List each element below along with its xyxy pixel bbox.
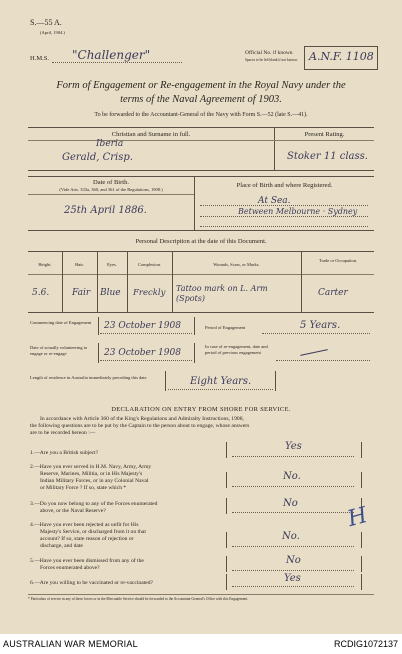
personal-title: Personal Description at the date of this Document. xyxy=(135,238,267,245)
question-1: 1.—Are you a British subject? xyxy=(30,450,99,456)
form-code: S.—55 A. xyxy=(30,18,62,27)
question-4-line-3: account? If so, state reason of rejection or xyxy=(40,536,134,542)
commencing-label: Commencing date of Engagement xyxy=(30,320,92,325)
complexion-header: Complexion. xyxy=(137,262,162,267)
question-5-line-1: 5.—Have you ever been dismissed from any of the xyxy=(30,558,144,564)
previous-engagement-label: In case of re-engagement, date and period of previous engagement xyxy=(205,344,268,355)
question-4-line-1: 4.—Have you ever been rejected as unfit for His xyxy=(30,522,139,528)
eyes-header: Eyes. xyxy=(107,262,117,267)
residence-value: Eight Years. xyxy=(190,376,252,387)
captain-initials: H xyxy=(345,502,371,533)
volunteering-value: 23 October 1908 xyxy=(104,348,181,358)
volunteering-label: Date of actually volunteering to engage or re-engage xyxy=(30,345,88,356)
name-label: Christian and Surname in full. xyxy=(111,131,191,138)
question-5-line-2: Forces enumerated above? xyxy=(40,565,100,571)
question-2-line-3: Indian Military Forces, or in any Colonial Naval xyxy=(40,478,149,484)
name-value: Gerald, Crisp. xyxy=(62,152,133,163)
complexion-value: Freckly xyxy=(133,288,166,298)
ship-name: "Challenger" xyxy=(72,48,151,62)
place-value-1: At Sea. xyxy=(258,196,291,206)
name-correction: Iberia xyxy=(96,139,124,149)
marks-header: Wounds, Scars, or Marks. xyxy=(213,262,260,267)
trade-value: Carter xyxy=(318,288,348,298)
question-6: 6.—Are you willing to be vaccinated or re-vaccinated? xyxy=(30,580,154,586)
question-3-line-2: above, or the Naval Reserve? xyxy=(40,508,106,514)
declaration-title: DECLARATION ON ENTRY FROM SHORE FOR SERVICE. xyxy=(111,406,291,413)
archive-name: AUSTRALIAN WAR MEMORIAL xyxy=(3,639,138,649)
trade-header: Trade or Occupation. xyxy=(318,258,358,263)
declaration-intro-3: are to be recorded hereon :— xyxy=(30,430,96,436)
declaration-intro-1: In accordance with Article 360 of the King's Regulations and Admiralty Instructions, 1908, xyxy=(40,416,244,422)
official-no-label: Official No. if known xyxy=(245,50,293,56)
forward-note: To be forwarded to the Accountant-General of the Navy with Form S.—52 (late S.—41). xyxy=(94,112,308,118)
answer-5: No xyxy=(286,555,301,566)
official-no-note: Spaces to be left blank if not known. xyxy=(245,58,298,62)
hair-value: Fair xyxy=(72,288,91,298)
archive-record-id: RCDIG1072137 xyxy=(333,639,398,649)
question-3-line-1: 3.—Do you now belong to any of the Forces enumerated xyxy=(30,501,158,507)
hair-header: Hair. xyxy=(75,262,84,267)
official-no-value: A.N.F. 1108 xyxy=(309,50,374,63)
question-2-line-4: or Military Force ? If so, state which * xyxy=(40,485,127,491)
height-value: 5.6. xyxy=(32,288,50,298)
declaration-intro-2: the following questions are to be put by the Captain to the person about to engage, whose answers xyxy=(30,423,250,429)
rating-label: Present Rating. xyxy=(304,131,345,138)
commencing-value: 23 October 1908 xyxy=(104,321,181,331)
form-title-line-2: terms of the Naval Agreement of 1903. xyxy=(120,94,282,105)
dob-label: Date of Birth. xyxy=(93,179,129,186)
previous-engagement-dash xyxy=(300,349,328,356)
height-header: Height. xyxy=(38,262,52,267)
rating-value: Stoker 11 class. xyxy=(287,151,368,162)
period-label: Period of Engagement xyxy=(205,325,246,330)
period-value: 5 Years. xyxy=(300,320,341,331)
dob-value: 25th April 1886. xyxy=(64,205,147,216)
answer-3: No xyxy=(283,498,298,509)
archive-footer xyxy=(0,634,402,654)
eyes-value: Blue xyxy=(100,288,121,298)
place-value-2: Between Melbourne · Sydney xyxy=(238,207,358,216)
marks-value: Tattoo mark on L. Arm (Spots) xyxy=(176,284,268,303)
place-label: Place of Birth and where Registered. xyxy=(236,182,333,189)
question-2-line-2: Reserve, Marines, Militia, or in His Majesty's xyxy=(40,471,143,477)
answer-1: Yes xyxy=(285,441,302,452)
answer-6: Yes xyxy=(284,573,301,584)
form-date: (April, 1904.) xyxy=(40,30,65,35)
footnote: * Particulars of service in any of these forces or in the Mercantile Service should be forwarded to the Accountant-General's Office with this Engagement. xyxy=(28,597,249,601)
answer-4: No. xyxy=(282,531,300,542)
question-2-line-1: 2.—Have you ever served in H.M. Navy, Army, Army xyxy=(30,464,152,470)
form-title-line-1: Form of Engagement or Re-engagement in the Royal Navy under the xyxy=(56,80,346,91)
dob-note: (Vide Arts. 333a, 360, and 361 of the Regulations, 1908.) xyxy=(59,187,163,192)
answer-2: No. xyxy=(283,471,301,482)
question-4-line-4: discharge, and date xyxy=(40,543,83,549)
residence-label: Length of residence in Australia immediately preceding this date xyxy=(30,375,147,380)
question-4-line-2: Majesty's Service, or discharged from it on that xyxy=(40,529,146,535)
hms-label: H.M.S. xyxy=(30,55,49,62)
ship-name-line xyxy=(52,62,182,63)
